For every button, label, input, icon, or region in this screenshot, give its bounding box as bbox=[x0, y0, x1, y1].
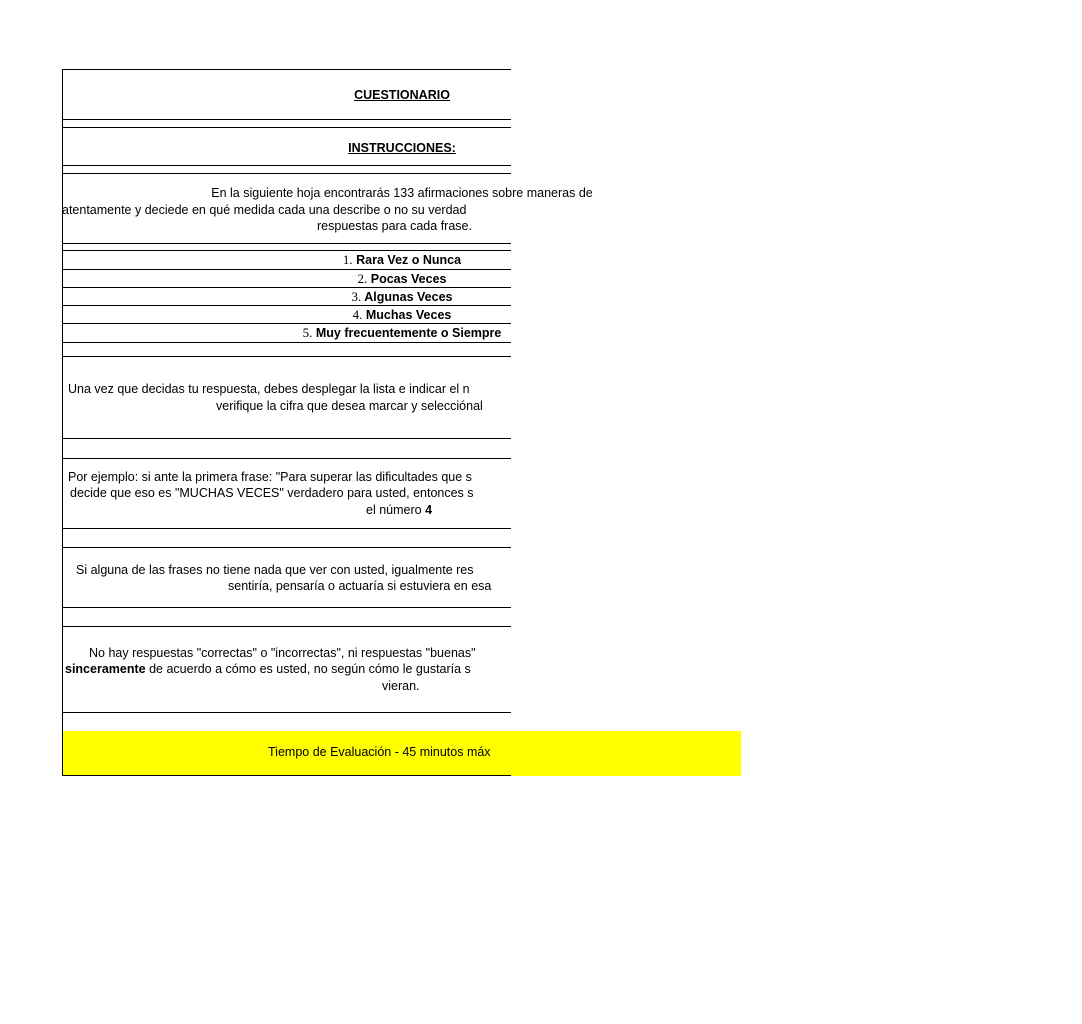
page-title: CUESTIONARIO bbox=[354, 88, 450, 102]
honesty-line: No hay respuestas "correctas" o "incorrectas", ni respuestas "buenas" bbox=[89, 646, 476, 660]
example-line: decide que eso es "MUCHAS VECES" verdadero para usted, entonces s bbox=[70, 486, 474, 500]
instructions-heading: INSTRUCCIONES: bbox=[348, 141, 456, 155]
intro-line: respuestas para cada frase. bbox=[317, 219, 472, 233]
time-note: Tiempo de Evaluación - 45 minutos máx bbox=[268, 745, 491, 759]
option-label: Pocas Veces bbox=[370, 272, 447, 286]
option-number: 4. bbox=[352, 307, 363, 322]
option-number: 5. bbox=[302, 325, 313, 340]
option-label: Muchas Veces bbox=[365, 308, 452, 322]
decide-line: Una vez que decidas tu respuesta, debes desplegar la lista e indicar el n bbox=[68, 382, 470, 396]
option-label: Algunas Veces bbox=[364, 290, 453, 304]
option-number: 3. bbox=[351, 289, 362, 304]
honesty-rest: de acuerdo a cómo es usted, no según cómo le gustaría s bbox=[145, 662, 471, 676]
honesty-line: vieran. bbox=[382, 679, 420, 693]
decide-line: verifique la cifra que desea marcar y selecciónal bbox=[216, 399, 483, 413]
option-number: 2. bbox=[357, 271, 368, 286]
irrelevant-line: Si alguna de las frases no tiene nada que ver con usted, igualmente res bbox=[76, 563, 474, 577]
irrelevant-line: sentiría, pensaría o actuaría si estuviera en esa bbox=[228, 579, 492, 593]
option-number: 1. bbox=[342, 252, 353, 267]
option-label: Rara Vez o Nunca bbox=[356, 253, 462, 267]
example-line: Por ejemplo: si ante la primera frase: "Para superar las dificultades que s bbox=[68, 470, 472, 484]
example-last-text: el número bbox=[366, 503, 426, 517]
option-label: Muy frecuentemente o Siempre bbox=[315, 326, 502, 340]
time-note-clip bbox=[0, 0, 511, 1024]
example-number: 4 bbox=[425, 503, 433, 517]
honesty-bold-word: sinceramente bbox=[65, 662, 146, 676]
intro-line: atentamente y deciede en qué medida cada una describe o no su verdad bbox=[62, 202, 467, 217]
intro-line: En la siguiente hoja encontrarás 133 afirmaciones sobre maneras de bbox=[211, 186, 593, 200]
